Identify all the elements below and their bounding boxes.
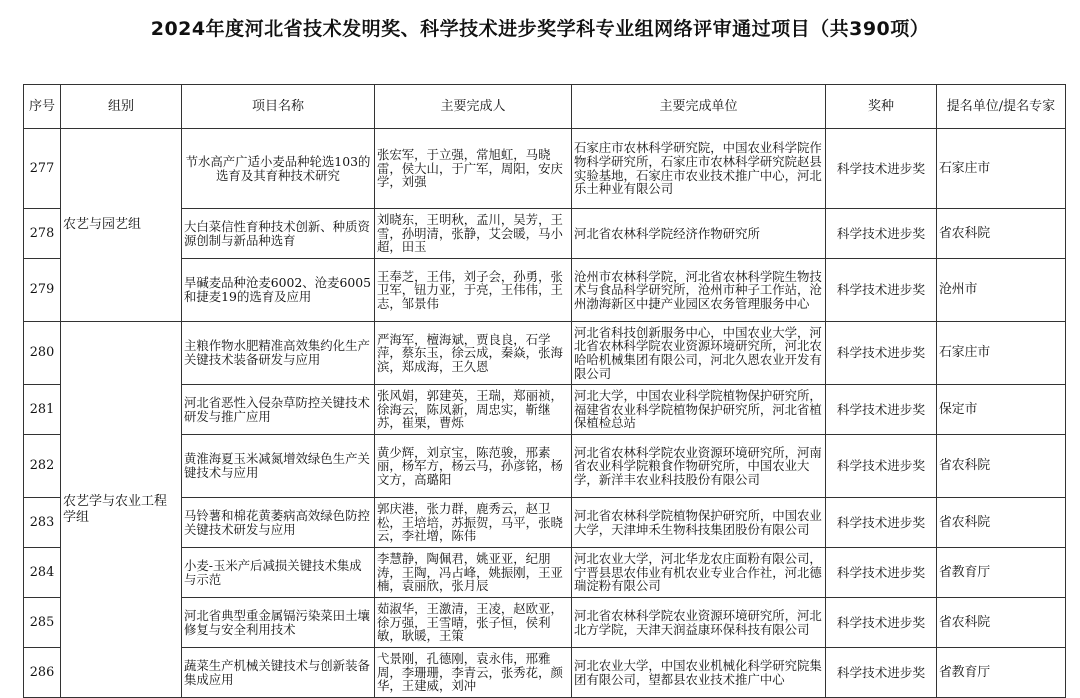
row-units: 河北农业大学，中国农业机械化科学研究院集团有限公司，望都县农业技术推广中心 bbox=[572, 648, 826, 698]
row-people: 张风娟，郭建英，王瑞，郑丽祯，徐海云，陈凤新，周忠实，靳继苏，崔栗，曹烁 bbox=[375, 385, 572, 435]
row-seq: 280 bbox=[24, 322, 61, 385]
table-header-row bbox=[24, 85, 1066, 129]
row-units: 河北大学，中国农业科学院植物保护研究所，福建省农业科学院植物保护研究所，河北省植保植检总站 bbox=[572, 385, 826, 435]
row-units: 河北省农林科学院农业资源环境研究所，河南省农业科学院粮食作物研究所，中国农业大学，新洋丰农业科技股份有限公司 bbox=[572, 435, 826, 498]
row-people: 茹淑华，王激清，王凌，赵欧亚，徐万强，王雪晴，张子恒，侯利敏，耿暖，王策 bbox=[375, 598, 572, 648]
row-seq: 278 bbox=[24, 209, 61, 259]
row-people: 黄少辉，刘京宝，陈范骏，邢素丽，杨军方，杨云马，孙彦铭，杨文方，高璐阳 bbox=[375, 435, 572, 498]
header-group: 组别 bbox=[61, 85, 182, 129]
row-project: 河北省典型重金属镉污染菜田土壤修复与安全利用技术 bbox=[182, 598, 375, 648]
row-units: 河北省农林科学院植物保护研究所，中国农业大学，天津坤禾生物科技集团股份有限公司 bbox=[572, 498, 826, 548]
row-seq: 284 bbox=[24, 548, 61, 598]
header-nominator: 提名单位/提名专家 bbox=[937, 85, 1066, 129]
row-award: 科学技术进步奖 bbox=[826, 385, 937, 435]
row-units: 石家庄市农林科学研究院，中国农业科学院作物科学研究所，石家庄市农林科学研究院赵县实验基地，石家庄市农业技术推广中心，河北乐土种业有限公司 bbox=[572, 129, 826, 209]
row-nominator: 石家庄市 bbox=[937, 129, 1066, 209]
row-nominator: 省农科院 bbox=[937, 209, 1066, 259]
group-cell: 农艺与园艺组 bbox=[61, 129, 182, 322]
header-seq: 序号 bbox=[24, 85, 61, 129]
row-seq: 282 bbox=[24, 435, 61, 498]
row-project: 黄淮海夏玉米减氮增效绿色生产关键技术与应用 bbox=[182, 435, 375, 498]
row-nominator: 省教育厅 bbox=[937, 548, 1066, 598]
row-award: 科学技术进步奖 bbox=[826, 648, 937, 698]
row-seq: 285 bbox=[24, 598, 61, 648]
row-award: 科学技术进步奖 bbox=[826, 209, 937, 259]
group-cell: 农艺学与农业工程学组 bbox=[61, 322, 182, 698]
row-people: 严海军，檀海斌，贾良良，石学萍，蔡东玉，徐云成，秦焱，张海滨，郑成海，王久恩 bbox=[375, 322, 572, 385]
header-project: 项目名称 bbox=[182, 85, 375, 129]
row-people: 郭庆港，张力群，鹿秀云，赵卫松，王培培，苏振贺，马平，张晓云，李社增，陈伟 bbox=[375, 498, 572, 548]
row-award: 科学技术进步奖 bbox=[826, 435, 937, 498]
row-units: 河北农业大学，河北华龙农庄面粉有限公司，宁晋县思农伟业有机农业专业合作社，河北德瑞淀粉有限公司 bbox=[572, 548, 826, 598]
row-project: 河北省恶性入侵杂草防控关键技术研发与推广应用 bbox=[182, 385, 375, 435]
row-units: 河北省农林科学院农业资源环境研究所，河北北方学院，天津天润益康环保科技有限公司 bbox=[572, 598, 826, 648]
row-project: 大白菜信性育种技术创新、种质资源创制与新品种选育 bbox=[182, 209, 375, 259]
row-award: 科学技术进步奖 bbox=[826, 598, 937, 648]
table-row bbox=[24, 129, 1066, 209]
row-award: 科学技术进步奖 bbox=[826, 322, 937, 385]
row-seq: 277 bbox=[24, 129, 61, 209]
row-project: 马铃薯和棉花黄萎病高效绿色防控关键技术研发与应用 bbox=[182, 498, 375, 548]
row-nominator: 石家庄市 bbox=[937, 322, 1066, 385]
row-project: 蔬菜生产机械关键技术与创新装备集成应用 bbox=[182, 648, 375, 698]
row-award: 科学技术进步奖 bbox=[826, 548, 937, 598]
row-units: 沧州市农林科学院，河北省农林科学院生物技术与食品科学研究所，沧州市种子工作站，沧州渤海新区中捷产业园区农务管理服务中心 bbox=[572, 259, 826, 322]
row-project: 小麦-玉米产后减损关键技术集成与示范 bbox=[182, 548, 375, 598]
row-people: 弋景刚，孔德刚，袁永伟，邢雅周，李珊珊，李青云，张秀花，颜华，王建威，刘冲 bbox=[375, 648, 572, 698]
row-project: 旱碱麦品种沧麦6002、沧麦6005和捷麦19的选育及应用 bbox=[182, 259, 375, 322]
row-project: 节水高产广适小麦品种轮选103的选育及其育种技术研究 bbox=[182, 129, 375, 209]
row-seq: 283 bbox=[24, 498, 61, 548]
row-seq: 279 bbox=[24, 259, 61, 322]
row-award: 科学技术进步奖 bbox=[826, 498, 937, 548]
row-project: 主粮作物水肥精准高效集约化生产关键技术装备研发与应用 bbox=[182, 322, 375, 385]
row-nominator: 省农科院 bbox=[937, 435, 1066, 498]
row-nominator: 省农科院 bbox=[937, 498, 1066, 548]
row-nominator: 沧州市 bbox=[937, 259, 1066, 322]
row-people: 张宏军，于立强，常旭虹，马晓雷，侯大山，于广军，周阳，安庆学，刘强 bbox=[375, 129, 572, 209]
header-people: 主要完成人 bbox=[375, 85, 572, 129]
row-nominator: 省教育厅 bbox=[937, 648, 1066, 698]
row-units: 河北省农林科学院经济作物研究所 bbox=[572, 209, 826, 259]
header-units: 主要完成单位 bbox=[572, 85, 826, 129]
row-nominator: 省农科院 bbox=[937, 598, 1066, 648]
row-nominator: 保定市 bbox=[937, 385, 1066, 435]
row-people: 李慧静，陶佩君，姚亚亚，纪朋涛，王陶，冯占峰，姚振刚，王亚楠，袁丽欣，张月辰 bbox=[375, 548, 572, 598]
row-award: 科学技术进步奖 bbox=[826, 259, 937, 322]
row-seq: 286 bbox=[24, 648, 61, 698]
row-people: 王奉芝，王伟，刘子会，孙勇，张卫军，钮力亚，于亮，王伟伟，王志，邹景伟 bbox=[375, 259, 572, 322]
row-award: 科学技术进步奖 bbox=[826, 129, 937, 209]
page-title: 2024年度河北省技术发明奖、科学技术进步奖学科专业组网络评审通过项目（共390项） bbox=[150, 18, 930, 40]
header-award: 奖种 bbox=[826, 85, 937, 129]
row-people: 刘晓东，王明秋，孟川，吴芳，王雪，孙明清，张静，艾会暖，马小超，田玉 bbox=[375, 209, 572, 259]
row-units: 河北省科技创新服务中心，中国农业大学，河北省农林科学院农业资源环境研究所，河北农哈哈机械集团有限公司，河北久恩农业开发有限公司 bbox=[572, 322, 826, 385]
table-row bbox=[24, 322, 1066, 385]
results-table bbox=[23, 84, 1066, 698]
row-seq: 281 bbox=[24, 385, 61, 435]
